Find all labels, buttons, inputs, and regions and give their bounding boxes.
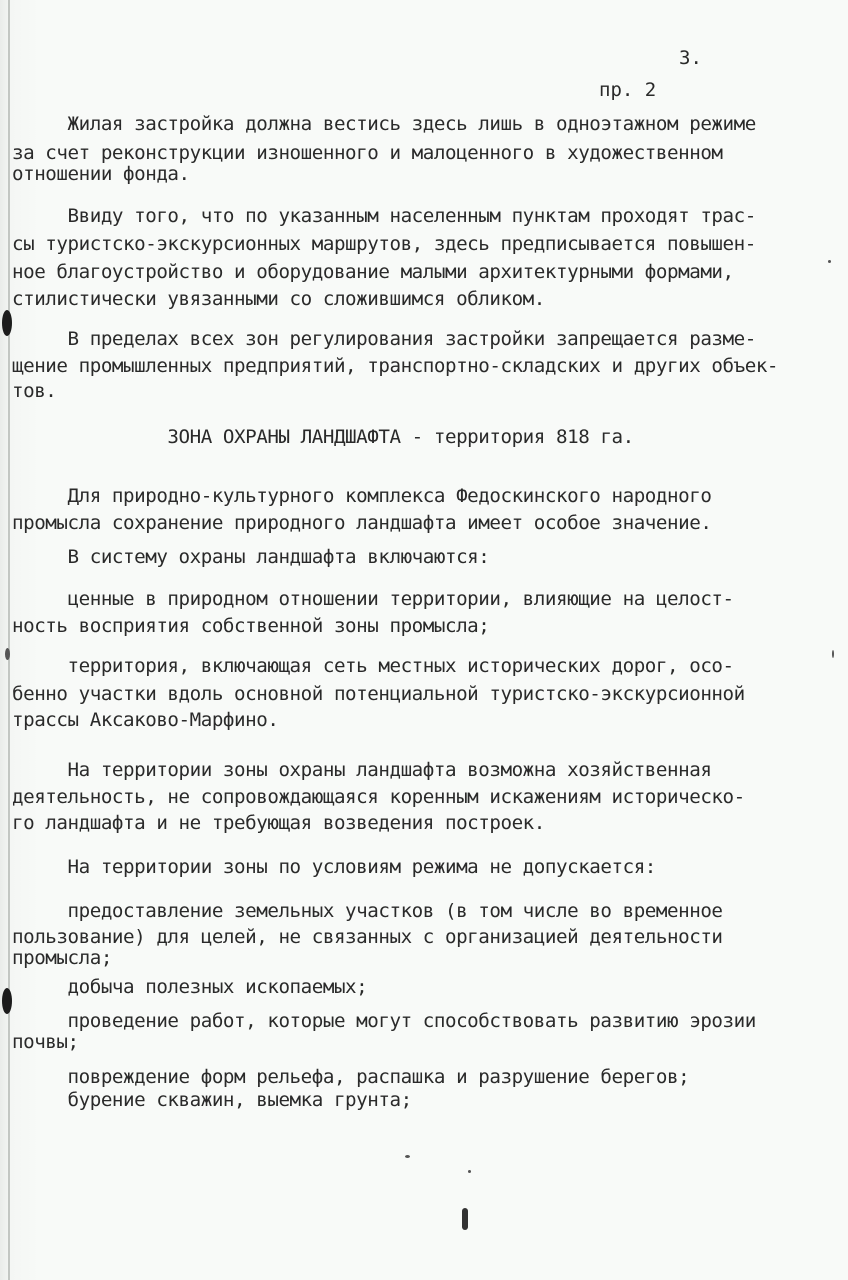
text-line: Жилая застройка должна вестись здесь лишь в одноэтажном режиме [12,112,756,135]
text-line: проведение работ, которые могут способствовать развитию эрозии [12,1009,756,1032]
text-line: бенно участки вдоль основной потенциальной туристско-экскурсионной [12,682,745,705]
ink-blot [462,1208,468,1230]
text-line: Для природно-культурного комплекса Федоскинского народного [12,484,712,507]
text-line: предоставление земельных участков (в том числе во временное [12,899,723,922]
text-line: бурение скважин, выемка грунта; [12,1088,412,1111]
punch-hole-mark [2,988,12,1014]
text-line: На территории зоны охраны ландшафта возможна хозяйственная [12,758,712,781]
text-line: почвы; [12,1030,79,1053]
punch-hole-mark [2,310,12,336]
annex-label: пр. 2 [599,79,657,101]
section-heading: ЗОНА ОХРАНЫ ЛАНДШАФТА - территория 818 га. [12,425,634,448]
scan-speck [5,648,10,660]
text-line: добыча полезных ископаемых; [12,975,368,998]
text-line: повреждение форм рельефа, распашка и разрушение берегов; [12,1065,690,1088]
text-line: отношении фонда. [12,162,190,185]
text-line: Ввиду того, что по указанным населенным пунктам проходят трас- [12,204,756,227]
text-line: ность восприятия собственной зоны промысла; [12,614,490,637]
text-line: промысла сохранение природного ландшафта имеет особое значение. [12,511,712,534]
text-line: промысла; [12,946,112,969]
scan-speck [468,1170,471,1173]
page-edge-shadow [8,0,10,1280]
scan-speck [828,260,831,263]
text-line: за счет реконструкции изношенного и малоценного в художественном [12,141,723,164]
scan-speck [405,1155,410,1158]
scan-speck [832,650,834,658]
text-line: пользование) для целей, не связанных с организацией деятельности [12,925,723,948]
page-number: 3. [679,47,702,69]
text-line: В систему охраны ландшафта включаются: [12,545,490,568]
text-line: ценные в природном отношении территории, влияющие на целост- [12,587,734,610]
text-line: го ландшафта и не требующая возведения построек. [12,811,545,834]
text-line: территория, включающая сеть местных исторических дорог, осо- [12,654,734,677]
text-line: трассы Аксаково-Марфино. [12,708,279,731]
text-line: сы туристско-экскурсионных маршрутов, здесь предписывается повышен- [12,232,756,255]
text-line: В пределах всех зон регулирования застройки запрещается разме- [12,327,756,350]
text-line: стилистически увязанными со сложившимся обликом. [12,287,545,310]
text-line: щение промышленных предприятий, транспортно-складских и других объек- [12,354,779,377]
text-line: ное благоустройство и оборудование малыми архитектурными формами, [12,260,734,283]
text-line: На территории зоны по условиям режима не допускается: [12,855,656,878]
text-line: деятельность, не сопровождающаяся коренным искажениям историческо- [12,785,745,808]
text-line: тов. [12,379,57,402]
